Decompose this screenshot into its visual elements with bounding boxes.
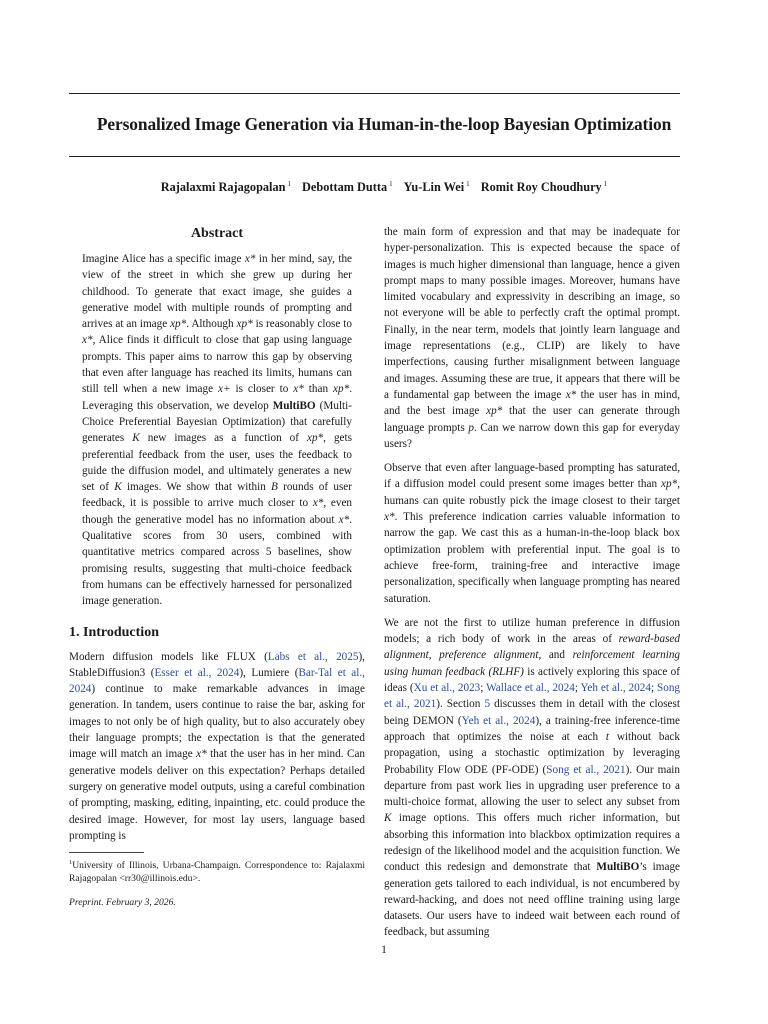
- intro-paragraph: Modern diffusion models like FLUX (Labs et al., 2025), StableDiffusion3 (Esser et al., 2024), Lumiere (Bar-Tal et al., 2024) continue to make remarkable advances in image generation. In tandem, users continue to raise the bar, asking for images to not only be of high quality, but to also accurately obey their language prompts; the expectation is that the generated image will match an image x* that the user has in her mind. Can generative models deliver on this expectation? Perhaps detailed surgery on generative model outputs, using a careful combination of prompting, masking, editing, inpainting, etc. could produce the desired image. However, for most lay users, language based prompting is: [69, 650, 365, 842]
- paper-title: Personalized Image Generation via Human-in-the-loop Bayesian Optimization: [96, 114, 672, 134]
- citation-link[interactable]: Esser et al., 2024: [154, 666, 240, 679]
- section-link[interactable]: 5: [484, 698, 491, 711]
- top-rule: [69, 93, 680, 94]
- abstract-text: Imagine Alice has a specific image x* in her mind, say, the view of the street in which she grew up during her childhood. To generate that exact image, she guides a generative model with multiple rounds of prompting and arrives at an image xp*. Although xp* is reasonably close to x*, Alice finds it difficult to close that gap using language prompts. This paper aims to narrow this gap by observing that even after language has reached its limits, humans can still tell when a new image x+ is closer to x* than xp*. Leveraging this observation, we develop MultiBO (Multi-Choice Preferential Bayesian Optimization) that carefully generates K new images as a function of xp*, gets preferential feedback from the user, uses the feedback to guide the diffusion model, and ultimately generates a new set of K images. We show that within B rounds of user feedback, it is possible to arrive much closer to x*, even though the generative model has no information about x*. Qualitative scores from 30 users, combined with quantitative metrics compared across 5 baselines, show promising results, suggesting that multi-choice feedback from humans can be effectively harnessed for personalized image generation.: [82, 253, 353, 608]
- citation-link[interactable]: Song et al., 2021: [546, 763, 626, 776]
- body-paragraph: We are not the first to utilize human preference in diffusion models; a rich body of work in the areas of reward-based alignment, preference alignment, and reinforcement learning using human feedback (RLHF) is actively exploring this space of ideas (Xu et al., 2023; Wallace et al., 2024; Yeh et al., 2024; Song et al., 2021). Section 5 discusses them in detail with the closest being DEMON (Yeh et al., 2024), a training-free inference-time approach that optimizes the noise at each t without back propagation, using a stochastic optimization by leveraging Probability Flow ODE (PF-ODE) (Song et al., 2021). Our main departure from past work lies in upgrading user preference to a multi-choice format, allowing the user to select any subset from K image options. This offers much richer information, but absorbing this information into blackbox optimization requires a redesign of the likelihood model and the acquisition function. We conduct this redesign and demonstrate that MultiBO’s image generation gets tailored to each individual, is not encumbered by reward-hacking, and does not need offline training using large datasets. Our users have to indeed wait between each round of feedback, but assuming: [384, 616, 681, 939]
- author-list: [60, 180, 708, 195]
- citation-link[interactable]: Song et al., 2021: [384, 682, 681, 711]
- author: Debottam Dutta $^1$: [302, 180, 393, 195]
- section-heading-introduction: 1. Introduction: [69, 624, 159, 640]
- left-column: [69, 224, 365, 912]
- title-bottom-rule: [69, 156, 680, 157]
- citation-link[interactable]: Yeh et al., 2024: [461, 714, 536, 727]
- citation-link[interactable]: Yeh et al., 2024: [580, 682, 651, 695]
- citation-link[interactable]: Wallace et al., 2024: [486, 682, 575, 695]
- citation-link[interactable]: Bar-Tal et al., 2024: [69, 666, 365, 696]
- body-paragraph: the main form of expression and that may be inadequate for hyper-personalization. This is expected because the space of images is much higher dimensional than language, hence a given prompt maps to many possible images. Moreover, humans have limited vocabulary and expressivity in describing an image, so not everyone will be able to perfectly craft the optimal prompt. Finally, in the near term, models that jointly learn language and image representations (e.g., CLIP) are likely to have imperfections, causing further misalignment between language and images. Assuming these are true, it appears that there will be a fundamental gap between the image x* the user has in mind, and the best image xp* that the user can generate through language prompts p. Can we narrow down this gap for everyday users?: [384, 226, 680, 450]
- citation-link[interactable]: Labs et al., 2025: [267, 650, 359, 663]
- preprint-date: Preprint. February 3, 2026.: [69, 897, 176, 909]
- page-number: 1: [381, 944, 387, 956]
- abstract-heading: Abstract: [190, 226, 244, 241]
- citation-link[interactable]: Xu et al., 2023: [413, 682, 481, 695]
- footnote-rule: [69, 852, 144, 853]
- author: Rajalaxmi Rajagopalan $^1$: [160, 180, 291, 195]
- author: Yu-Lin Wei $^1$: [403, 180, 470, 195]
- author: Romit Roy Choudhury $^1$: [480, 180, 608, 195]
- affiliation-footnote: $^1$University of Illinois, Urbana-Champaign. Correspondence to: Rajalaxmi Rajagopalan <rr30@illinois.edu>.: [69, 859, 365, 885]
- right-column: [384, 224, 680, 949]
- body-paragraph: Observe that even after language-based prompting has saturated, if a diffusion model could present some images better than xp*, humans can quite robustly pick the image closest to their target x*. This preference indication carries valuable information to narrow the gap. We cast this as a human-in-the-loop black box optimization problem with preferential input. The goal is to achieve free-form, training-free and interactive image personalization, specifically when language prompting has neared saturation.: [384, 462, 680, 605]
